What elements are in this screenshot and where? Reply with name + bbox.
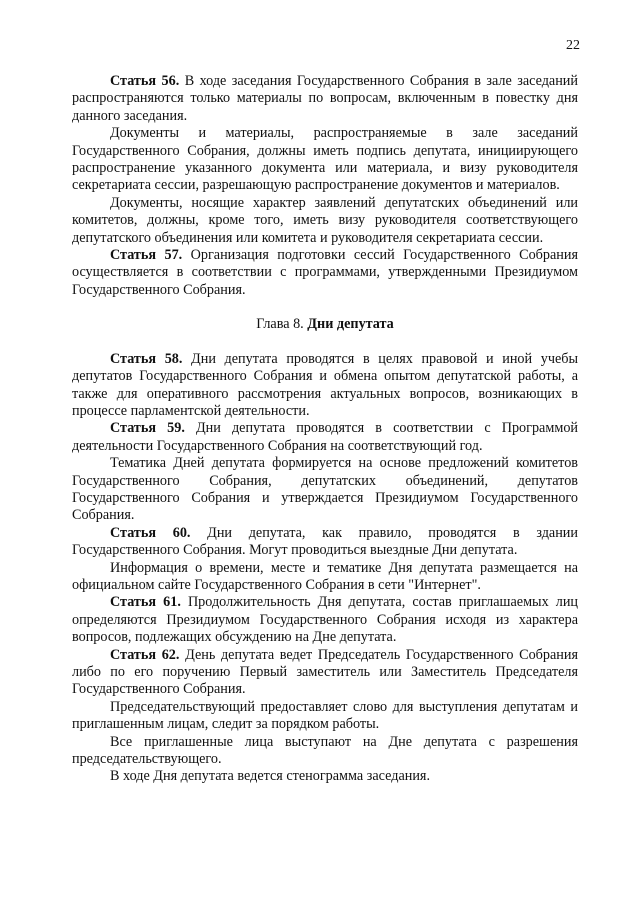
paragraph-text: Продолжительность Дня депутата, состав приглашаемых лиц определяются Президиумом Государственного Собрания исходя из характера вопросов, подлежащих обсуждению на Дне депутата. [72,594,578,646]
paragraph-text: День депутата ведет Председатель Государственного Собрания либо по его поручению Первый заместитель или Заместитель Председателя Государственного Собрания. [72,646,578,698]
article-label: Статья 60. [110,524,191,541]
paragraph [72,351,578,421]
article-label: Статья 61. [110,594,181,611]
paragraph-text: В ходе заседания Государственного Собрания в зале заседаний распространяются только материалы по вопросам, включенным в повестку дня данного заседания. [72,73,578,124]
paragraph-text: В ходе Дня депутата ведется стенограмма заседания. [110,768,431,785]
paragraph-text: Дни депутата проводятся в целях правовой и иной учебы депутатов Государственного Собрания и обмена опытом депутатской работы, а также для оперативного рассмотрения актуальных вопросов, возникающих в процессе парламентской деятельности. [72,350,579,419]
paragraph [72,73,578,125]
chapter-title: Дни депутата [307,316,394,333]
paragraph [72,247,578,299]
paragraph [72,768,578,785]
article-label: Статья 59. [110,420,185,437]
paragraph [72,594,578,646]
paragraph-text: Председательствующий предоставляет слово для выступления депутатам и приглашенным лицам, следит за порядком работы. [72,698,578,733]
article-label: Статья 57. [110,247,183,264]
paragraph-text: Дни депутата, как правило, проводятся в здании Государственного Собрания. Могут проводиться выездные Дни депутата. [72,524,578,559]
article-label: Статья 58. [110,350,183,367]
paragraph-text: Документы и материалы, распространяемые в зале заседаний Государственного Собрания, должны иметь подпись депутата, инициирующего распространение указанного документа или материала, и визу руководителя секретариата сессии, разрешающую распространение документов и материалов. [72,125,578,194]
paragraph [72,734,578,769]
section-after [72,351,578,786]
paragraph [72,699,578,734]
paragraph-text: Организация подготовки сессий Государственного Собрания осуществляется в соответствии с программами, утвержденными Президиумом Государственного Собрания. [72,247,578,298]
paragraph [72,525,578,560]
paragraph-text: Информация о времени, месте и тематике Дня депутата размещается на официальном сайте Государственного Собрания в сети "Интернет". [72,559,578,593]
chapter-prefix: Глава 8. [256,316,308,333]
page-number: 22 [566,38,580,53]
chapter-heading [72,316,578,333]
paragraph [72,647,578,699]
paragraph [72,420,578,455]
paragraph [72,125,578,195]
article-label: Статья 62. [110,646,180,663]
paragraph [72,195,578,247]
paragraph-text: Документы, носящие характер заявлений депутатских объединений или комитетов, должны, кроме того, иметь визу руководителя соответствующего депутатского объединения или комитета и руководителя секретариата сессии. [72,194,578,246]
paragraph-text: Дни депутата проводятся в соответствии с Программой деятельности Государственного Собрания на соответствующий год. [72,420,578,454]
paragraph [72,560,578,595]
section-before [72,73,578,299]
paragraph-text: Тематика Дней депутата формируется на основе предложений комитетов Государственного Собрания, депутатских объединений, депутатов Государственного Собрания и утверждается Президиумом Государственного Собрания. [72,455,578,524]
paragraph [72,455,578,525]
document-body [72,73,578,786]
article-label: Статья 56. [110,73,180,89]
paragraph-text: Все приглашенные лица выступают на Дне депутата с разрешения председательствующего. [72,733,578,768]
